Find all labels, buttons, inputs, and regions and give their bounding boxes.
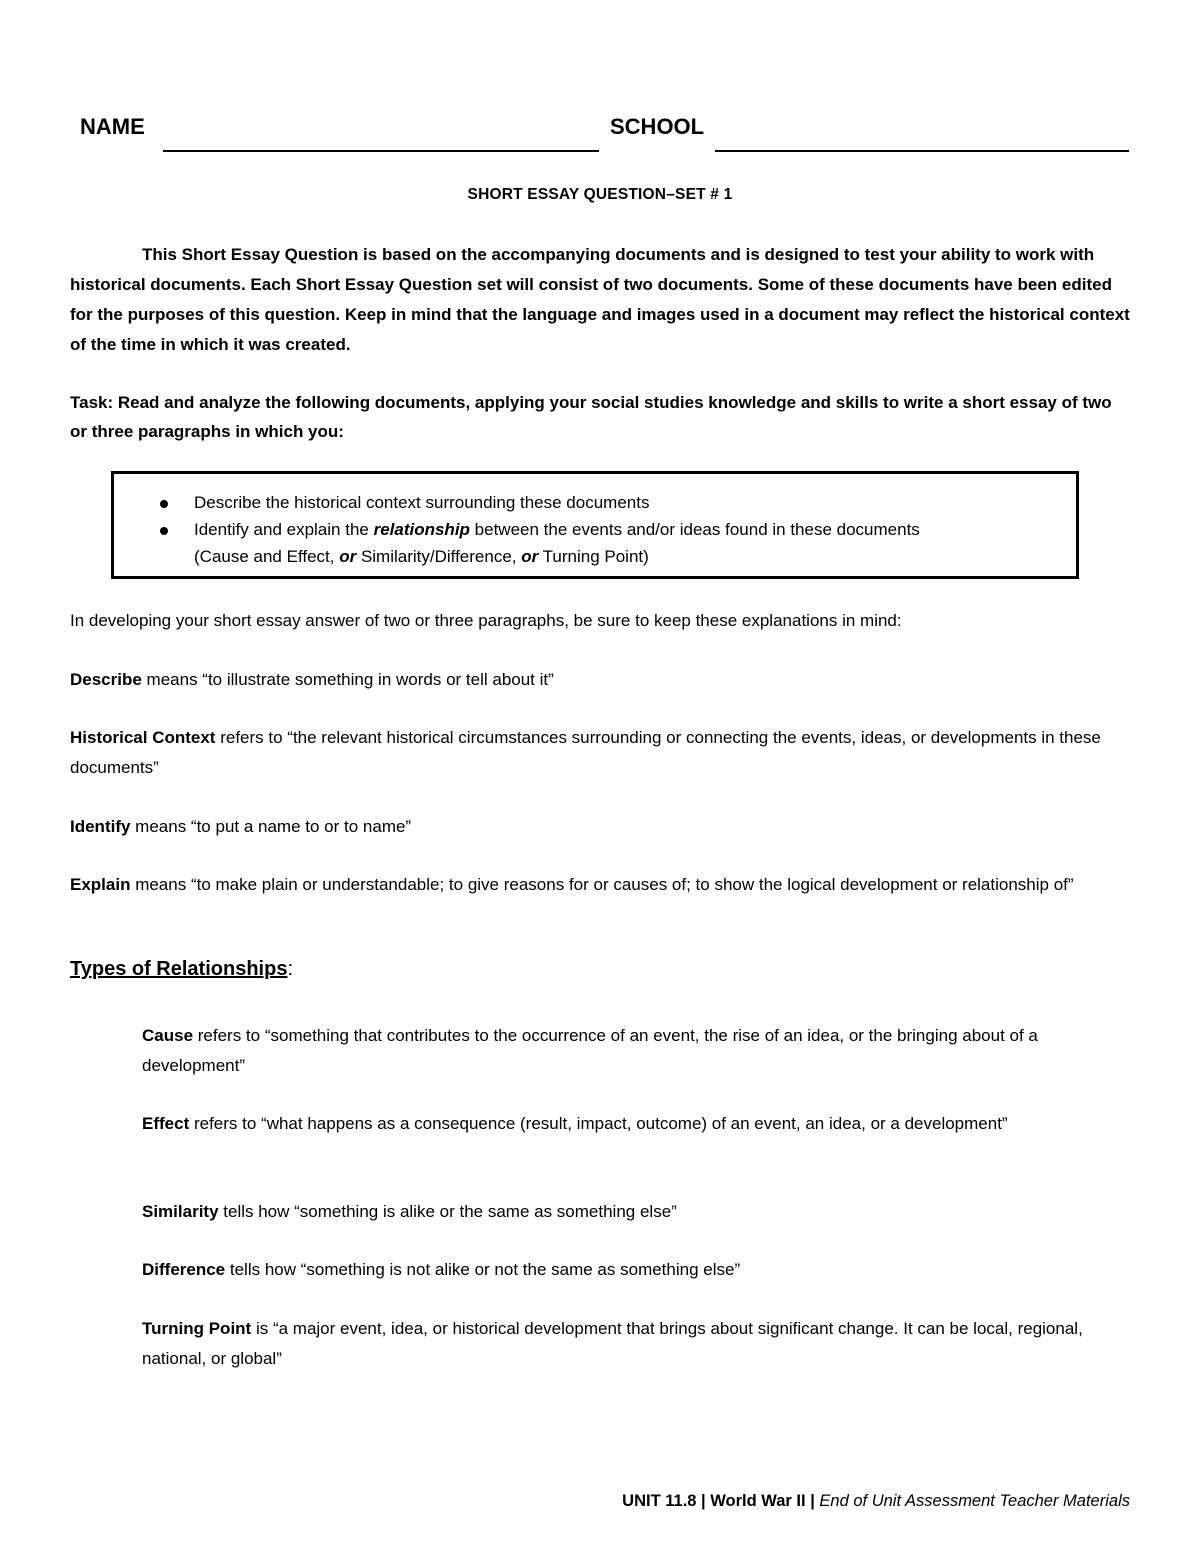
definition-text: refers to “the relevant historical circumstances surrounding or connecting the events, ideas, or developments in these documents” [70,728,1101,777]
requirement-line2-b: Similarity/Difference, [356,547,522,566]
footer-separator: | [805,1492,820,1510]
relationship-term: Similarity [142,1202,219,1221]
school-field-line[interactable] [715,150,1129,152]
definition-term: Identify [70,817,131,836]
definition-term: Describe [70,670,142,689]
requirement-or-1: or [339,547,357,566]
requirement-line2-c: Turning Point) [538,547,649,566]
list-item [160,489,1060,516]
relationship-term: Turning Point [142,1319,252,1338]
intro-paragraph: This Short Essay Question is based on the accompanying documents and is designed to test your ability to work with historical documents. Each Short Essay Question set will consist of two documents. Some of these documents have been edited for the purposes of this question. Keep in mind that the language and images used in a document may reflect the historical context of the time in which it was created. [70,245,1130,354]
requirement-text-post: between the events and/or ideas found in these documents [469,520,920,539]
relationship-turning-point [142,1314,1132,1374]
definition-text: means “to put a name to or to name” [130,817,412,836]
requirement-or-2: or [521,547,539,566]
page-footer [622,1492,1130,1511]
relationship-term: Cause [142,1026,194,1045]
relationship-text: tells how “something is alike or the same as something else” [218,1202,677,1221]
bullet-icon [160,527,168,535]
requirement-text-pre: Identify and explain the [194,520,374,539]
name-label: NAME [80,114,145,139]
requirement-emphasis: relationship [373,520,470,539]
relationship-text: refers to “something that contributes to the occurrence of an event, the rise of an idea, or the bringing about of a development” [142,1026,1038,1075]
relationship-effect [142,1109,1132,1139]
types-heading-colon: : [287,958,294,980]
definition-term: Explain [70,875,131,894]
relationship-term: Effect [142,1114,190,1133]
list-item [160,516,1060,570]
definition-term: Historical Context [70,728,216,747]
footer-topic: World War II [710,1492,806,1510]
footer-subtitle: End of Unit Assessment Teacher Materials [819,1492,1130,1510]
relationship-similarity [142,1197,1132,1227]
task-requirements-box [111,471,1079,579]
types-heading [70,958,293,981]
name-field-line[interactable] [163,150,599,152]
developing-paragraph: In developing your short essay answer of two or three paragraphs, be sure to keep these explanations in mind: [70,611,902,630]
relationship-cause [142,1021,1132,1081]
definition-text: means “to make plain or understandable; to give reasons for or causes of; to show the logical development or relationship of” [130,875,1074,894]
page-title: SHORT ESSAY QUESTION–SET # 1 [467,186,733,203]
requirement-line2-a: (Cause and Effect, [194,547,340,566]
footer-separator: | [696,1492,711,1510]
relationship-text: tells how “something is not alike or not the same as something else” [225,1260,741,1279]
school-label: SCHOOL [610,114,705,139]
relationship-text: is “a major event, idea, or historical development that brings about significant change. It can be local, regional, national, or global” [142,1319,1083,1368]
requirement-text: Describe the historical context surrounding these documents [194,493,650,512]
relationship-text: refers to “what happens as a consequence (result, impact, outcome) of an event, an idea, or a development” [189,1114,1008,1133]
definition-identify [70,812,1130,842]
types-heading-text: Types of Relationships [70,958,288,980]
definition-historical-context [70,723,1130,783]
relationship-term: Difference [142,1260,226,1279]
bullet-icon [160,500,168,508]
definition-describe [70,665,1130,695]
requirements-list [160,489,1060,570]
definition-text: means “to illustrate something in words or tell about it” [141,670,554,689]
task-paragraph: Task: Read and analyze the following documents, applying your social studies knowledge and skills to write a short essay of two or three paragraphs in which you: [70,393,1112,441]
definition-explain [70,870,1130,900]
relationship-difference [142,1255,1132,1285]
footer-unit: UNIT 11.8 [622,1492,697,1510]
